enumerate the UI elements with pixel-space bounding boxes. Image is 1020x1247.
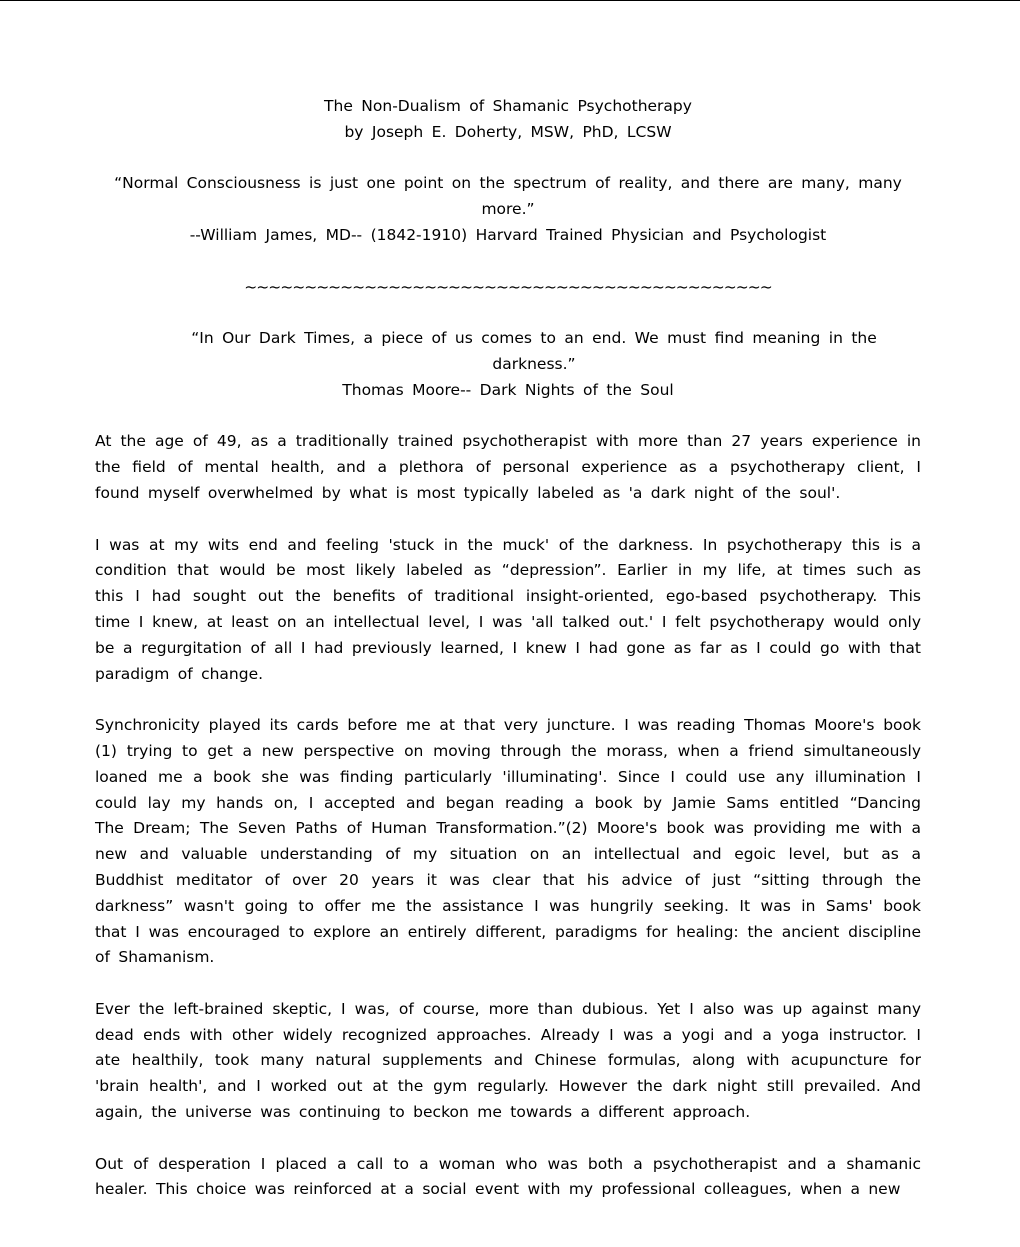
body-paragraph: I was at my wits end and feeling 'stuck in the muck' of the darkness. In psychotherapy this is a condition that would be most likely labeled as “depression”. Earlier in my life, at times such as this I had sought out the benefits of traditional insight-oriented, ego-based psychotherapy. This time I knew, at least on an intellectual level, I was 'all talked out.' I felt psychotherapy would only be a regurgitation of all I had previously learned, I knew I had gone as far as I could go with that paradigm of change.: [95, 535, 921, 683]
body-paragraph: Synchronicity played its cards before me at that very juncture. I was reading Thomas Moore's book (1) trying to get a new perspective on moving through the morass, when a friend simultaneously loaned me a book she was finding particularly 'illuminating'. Since I could use any illumination I could lay my hands on, I accepted and began reading a book by Jamie Sams entitled “Dancing The Dream; The Seven Paths of Human Transformation.”(2) Moore's book was providing me with a new and valuable understanding of my situation on an intellectual and egoic level, but as a Buddhist meditator of over 20 years it was clear that his advice of just “sitting through the darkness” wasn't going to offer me the assistance I was hungrily seeking. It was in Sams' book that I was encouraged to explore an entirely different, paradigms for healing: the ancient discipline of Shamanism.: [95, 716, 921, 967]
section-divider: ~~~~~~~~~~~~~~~~~~~~~~~~~~~~~~~~~~~~~~~~~~~~: [244, 277, 772, 296]
body-paragraph: Ever the left-brained skeptic, I was, of course, more than dubious. Yet I also was up against many dead ends with other widely recognized approaches. Already I was a yogi and a yoga instructor. I ate healthily, took many natural supplements and Chinese formulas, along with acupuncture for 'brain health', and I worked out at the gym regularly. However the dark night still prevailed. And again, the universe was continuing to beckon me towards a different approach.: [95, 999, 921, 1122]
doc-title: The Non-Dualism of Shamanic Psychotherapy: [324, 97, 692, 115]
epigraph-1-quote: “Normal Consciousness is just one point on the spectrum of reality, and there are many, many more.”: [114, 174, 902, 219]
top-border-line: [0, 0, 1020, 1]
epigraph-1-attribution: --William James, MD-- (1842-1910) Harvard Trained Physician and Psychologist: [189, 225, 827, 244]
document-page: [95, 94, 921, 1203]
epigraph-2-attribution: Thomas Moore-- Dark Nights of the Soul: [342, 380, 674, 399]
doc-byline: by Joseph E. Doherty, MSW, PhD, LCSW: [344, 122, 672, 141]
body-paragraph: At the age of 49, as a traditionally trained psychotherapist with more than 27 years experience in the field of mental health, and a plethora of personal experience as a psychotherapy client, I found myself overwhelmed by what is most typically labeled as 'a dark night of the soul'.: [95, 432, 921, 502]
epigraph-2-quote: “In Our Dark Times, a piece of us comes to an end. We must find meaning in the darkness.”: [191, 329, 877, 373]
body-paragraph: Out of desperation I placed a call to a woman who was both a psychotherapist and a shamanic healer. This choice was reinforced at a social event with my professional colleagues, when a new: [95, 1154, 921, 1199]
